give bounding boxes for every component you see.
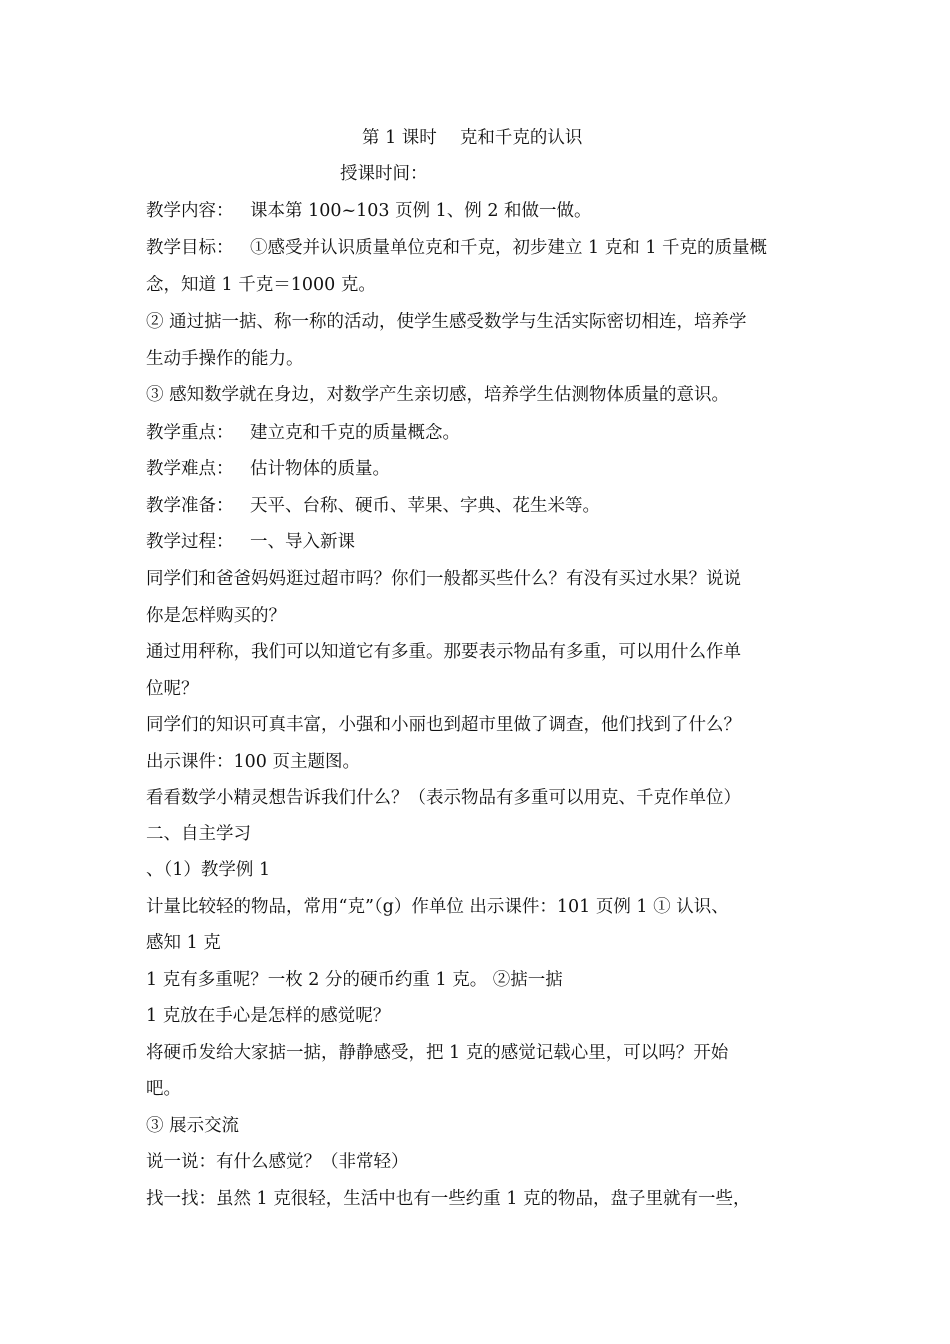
section-2-heading: 二、自主学习 (146, 824, 251, 844)
content-text: 课本第 100~103 页例 1、例 2 和做一做。 (250, 201, 592, 221)
lesson-title: 第 1 课时 克和千克的认识 (362, 128, 583, 148)
goals-label: 教学目标： (146, 238, 234, 258)
teaching-time: 授课时间： (340, 164, 428, 184)
example-1-heading: 、（1）教学例 1 (146, 860, 271, 880)
difficulty (146, 457, 812, 481)
paragraph-6-line-2: 感知 1 克 (146, 933, 221, 953)
paragraph-2-line-2: 位呢？ (146, 679, 199, 699)
paragraph-10: ③ 展示交流 (146, 1116, 240, 1136)
goal-1-line-2: 念，知道 1 千克＝1000 克。 (146, 275, 376, 295)
paragraph-5: 看看数学小精灵想告诉我们什么？（表示物品有多重可以用克、千克作单位） (146, 788, 741, 808)
paragraph-7: 1 克有多重呢？一枚 2 分的硬币约重 1 克。 ②掂一掂 (146, 970, 563, 990)
paragraph-4: 出示课件：100 页主题图。 (146, 752, 360, 772)
paragraph-12: 找一找：虽然 1 克很轻，生活中也有一些约重 1 克的物品，盘子里就有一些， (146, 1189, 751, 1209)
goal-1-line-1: ①感受并认识质量单位克和千克，初步建立 1 克和 1 千克的质量概 (250, 238, 768, 258)
paragraph-1-line-1: 同学们和爸爸妈妈逛过超市吗？你们一般都买些什么？有没有买过水果？说说 (146, 569, 741, 589)
paragraph-9-line-1: 将硬币发给大家掂一掂，静静感受，把 1 克的感觉记载心里，可以吗？开始 (146, 1043, 729, 1063)
prep-text: 天平、台称、硬币、苹果、字典、花生米等。 (250, 496, 600, 516)
content-label: 教学内容： (146, 201, 234, 221)
difficulty-text: 估计物体的质量。 (250, 459, 390, 479)
paragraph-8: 1 克放在手心是怎样的感觉呢？ (146, 1006, 391, 1026)
teaching-content (146, 199, 812, 223)
paragraph-6-line-1: 计量比较轻的物品，常用“克”（g）作单位 出示课件：101 页例 1 ① 认识、 (146, 897, 729, 917)
paragraph-1-line-2: 你是怎样购买的？ (146, 606, 286, 626)
prep-label: 教学准备： (146, 496, 234, 516)
process-label: 教学过程： (146, 532, 234, 552)
difficulty-label: 教学难点： (146, 459, 234, 479)
goal-2-line-1: ② 通过掂一掂、称一称的活动，使学生感受数学与生活实际密切相连，培养学 (146, 312, 747, 332)
paragraph-11: 说一说：有什么感觉？（非常轻） (146, 1152, 409, 1172)
paragraph-2-line-1: 通过用秤称，我们可以知道它有多重。那要表示物品有多重，可以用什么作单 (146, 642, 741, 662)
teaching-goals (146, 236, 812, 260)
goal-3: ③ 感知数学就在身边，对数学产生亲切感，培养学生估测物体质量的意识。 (146, 385, 730, 405)
paragraph-9-line-2: 吧。 (146, 1079, 181, 1099)
process-text: 一、导入新课 (250, 532, 355, 552)
key-points (146, 421, 812, 445)
key-label: 教学重点： (146, 423, 234, 443)
preparation (146, 494, 812, 518)
goal-2-line-2: 生动手操作的能力。 (146, 349, 304, 369)
key-text: 建立克和千克的质量概念。 (250, 423, 460, 443)
teaching-process (146, 530, 812, 554)
paragraph-3: 同学们的知识可真丰富，小强和小丽也到超市里做了调查，他们找到了什么？ (146, 715, 741, 735)
